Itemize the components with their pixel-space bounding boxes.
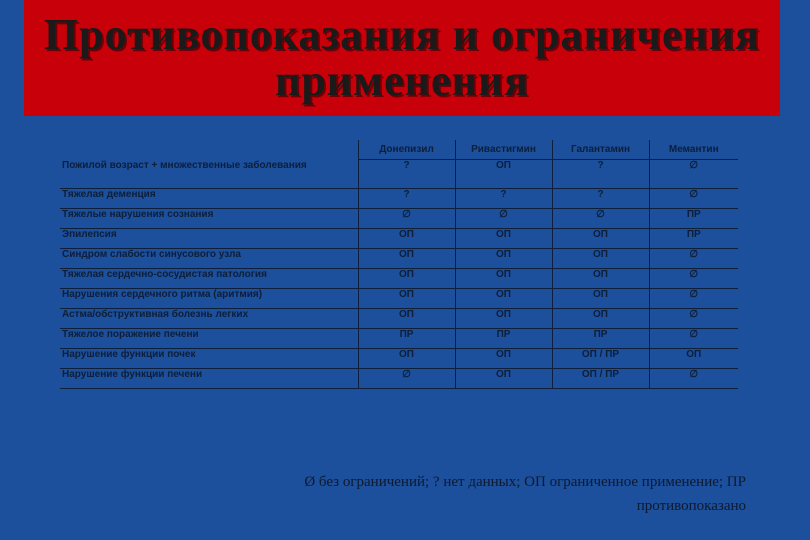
legend <box>150 470 746 518</box>
table-row <box>60 160 738 189</box>
table-row <box>60 289 738 309</box>
table-cell: ∅ <box>358 209 455 229</box>
table-cell: ОП <box>358 349 455 369</box>
table-cell: ОП <box>358 229 455 249</box>
table-cell: ОП <box>455 249 552 269</box>
row-label: Нарушение функции печени <box>60 369 358 389</box>
row-label: Синдром слабости синусового узла <box>60 249 358 269</box>
row-label: Тяжелые нарушения сознания <box>60 209 358 229</box>
table-cell: ОП <box>552 229 649 249</box>
table-cell: ОП <box>455 160 552 189</box>
title-banner <box>24 0 780 116</box>
page-title-line-2: применения <box>274 56 530 105</box>
table-cell: ОП / ПР <box>552 369 649 389</box>
table-row <box>60 329 738 349</box>
table-cell: ОП <box>552 269 649 289</box>
table-cell: ? <box>358 160 455 189</box>
table-cell: ПР <box>455 329 552 349</box>
page-title-line-1: Противопоказания и ограничения <box>43 10 761 59</box>
row-label: Нарушения сердечного ритма (аритмия) <box>60 289 358 309</box>
table-cell: ∅ <box>649 329 738 349</box>
table-cell: ∅ <box>649 189 738 209</box>
row-label: Тяжелая деменция <box>60 189 358 209</box>
table-cell: ОП / ПР <box>552 349 649 369</box>
column-header: Мемантин <box>649 140 738 160</box>
table-cell: ∅ <box>649 309 738 329</box>
table-cell: ∅ <box>649 160 738 189</box>
table-header-corner <box>60 140 358 160</box>
legend-line-1: Ø без ограничений; ? нет данных; ОП ограниченное применение; ПР <box>304 474 746 490</box>
table-cell: ? <box>552 160 649 189</box>
table-cell: ? <box>455 189 552 209</box>
table-cell: ОП <box>455 269 552 289</box>
table-cell: ОП <box>358 309 455 329</box>
table-row <box>60 369 738 389</box>
column-header: Ривастигмин <box>455 140 552 160</box>
column-header: Донепизил <box>358 140 455 160</box>
row-label: Тяжелая сердечно-сосудистая патология <box>60 269 358 289</box>
row-label: Эпилепсия <box>60 229 358 249</box>
table-cell: ∅ <box>455 209 552 229</box>
table-cell: ОП <box>552 249 649 269</box>
table-cell: ОП <box>552 289 649 309</box>
table-cell: ПР <box>649 229 738 249</box>
table-row <box>60 309 738 329</box>
table-row <box>60 189 738 209</box>
table-cell: ОП <box>552 309 649 329</box>
row-label: Нарушение функции почек <box>60 349 358 369</box>
table-row <box>60 229 738 249</box>
table-cell: ∅ <box>552 209 649 229</box>
table-cell: ∅ <box>358 369 455 389</box>
row-label: Тяжелое поражение печени <box>60 329 358 349</box>
table-cell: ОП <box>358 269 455 289</box>
table-cell: ОП <box>649 349 738 369</box>
table-row <box>60 269 738 289</box>
contraindications-table <box>60 140 738 389</box>
table-cell: ∅ <box>649 369 738 389</box>
table-cell: ∅ <box>649 269 738 289</box>
table-cell: ∅ <box>649 289 738 309</box>
table-row <box>60 209 738 229</box>
table-cell: ? <box>358 189 455 209</box>
table-cell: ПР <box>358 329 455 349</box>
legend-line-2: противопоказано <box>636 498 746 514</box>
table-cell: ОП <box>358 289 455 309</box>
table-cell: ОП <box>455 289 552 309</box>
table-header-row <box>60 140 738 160</box>
row-label: Пожилой возраст + множественные заболевания <box>60 160 358 189</box>
table-cell: ОП <box>455 369 552 389</box>
table-cell: ОП <box>455 309 552 329</box>
table-row <box>60 349 738 369</box>
table-cell: ? <box>552 189 649 209</box>
table-row <box>60 249 738 269</box>
row-label: Астма/обструктивная болезнь легких <box>60 309 358 329</box>
table-cell: ОП <box>358 249 455 269</box>
column-header: Галантамин <box>552 140 649 160</box>
table-cell: ∅ <box>649 249 738 269</box>
table-cell: ПР <box>552 329 649 349</box>
table-cell: ОП <box>455 349 552 369</box>
table-cell: ПР <box>649 209 738 229</box>
table-cell: ОП <box>455 229 552 249</box>
